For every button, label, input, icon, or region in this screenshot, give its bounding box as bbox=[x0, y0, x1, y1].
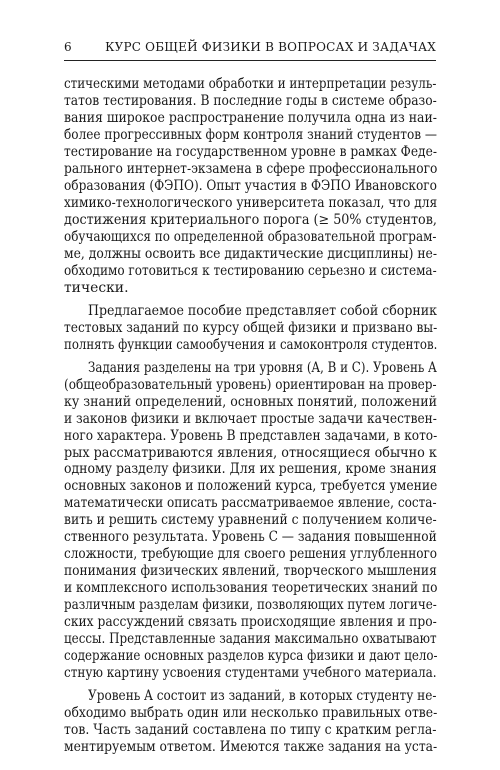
text-line: Предлагаемое пособие представляет собой сборник bbox=[88, 302, 437, 319]
text-line: цессы. Представленные задания максимально охватывают bbox=[64, 631, 437, 648]
header-rule bbox=[64, 60, 436, 61]
text-line: образования (ФЭПО). Опыт участия в ФЭПО Ивановского bbox=[64, 177, 437, 194]
text-line: татов тестирования. В последние годы в системе образо- bbox=[64, 93, 437, 109]
text-line: ку знаний определений, основных понятий, положений bbox=[64, 393, 437, 410]
text-line: полнять функции самообучения и самоконтроля студентов. bbox=[64, 336, 438, 353]
text-line: стическими методами обработки и интерпретации резуль- bbox=[64, 76, 437, 92]
text-line: понимания физических явлений, творческого мышления bbox=[64, 563, 437, 580]
text-line: Задания разделены на три уровня (A, B и C). Уровень A bbox=[88, 359, 437, 376]
text-line: и комплексного использования теоретических знаний по bbox=[64, 580, 438, 597]
text-line: ственного результата. Уровень C — задания повышенной bbox=[64, 529, 437, 546]
text-line: ментируемым ответом. Имеются также задания на уста- bbox=[64, 739, 438, 755]
text-line: одному разделу физики. Для их решения, кроме знания bbox=[64, 461, 437, 478]
running-title: КУРС ОБЩЕЙ ФИЗИКИ В ВОПРОСАХ И ЗАДАЧАХ bbox=[105, 40, 436, 54]
text-line: обучающихся по определенной образовательной програм- bbox=[64, 228, 437, 245]
text-line: математически описать рассматриваемое явление, соста- bbox=[64, 495, 437, 512]
text-line: вить и решить систему уравнений с получением количе- bbox=[64, 512, 437, 529]
text-line: вания широкое распространение получила одна из наи- bbox=[64, 109, 438, 126]
text-line: обходимо выбрать один или несколько правильных отве- bbox=[64, 705, 438, 722]
text-line: рального интернет-экзамена в сфере профессионального bbox=[64, 160, 438, 177]
text-line: ме, должны освоить все дидактические дисциплины) не- bbox=[64, 245, 438, 262]
text-line: тически. bbox=[64, 279, 129, 296]
text-line: (общеобразовательный уровень) ориентирован на провер- bbox=[64, 376, 437, 393]
text-line: ских рассуждений связать происходящие явления и про- bbox=[64, 614, 437, 631]
text-line: и законов физики и включает простые задачи качествен- bbox=[64, 410, 437, 427]
text-line: основных законов и положений курса, требуется умение bbox=[64, 478, 438, 495]
text-line: ного характера. Уровень B представлен задачами, в кото- bbox=[64, 427, 438, 444]
text-line: тестирование на государственном уровне в рамках Феде- bbox=[64, 143, 437, 160]
text-line: различным разделам физики, позволяющих путем логиче- bbox=[64, 597, 437, 614]
text-line: обходимо готовиться к тестированию серьезно и система- bbox=[64, 262, 437, 279]
text-line: тестовых заданий по курсу общей физики и призвано вы- bbox=[64, 319, 438, 336]
text-line: химико-технологического университета показал, что для bbox=[64, 194, 438, 211]
text-line: содержание основных разделов курса физики и дают цело- bbox=[64, 648, 438, 665]
text-line: стную картину усвоения студентами учебного материала. bbox=[64, 665, 437, 682]
text-line: рых рассматриваются явления, относящиеся обычно к bbox=[64, 444, 437, 461]
page-number: 6 bbox=[64, 40, 72, 54]
text-line: тов. Часть заданий составлена по типу с кратким регла- bbox=[64, 722, 437, 739]
text-line: достижения критериального порога (≥ 50% студентов, bbox=[64, 211, 437, 228]
text-line: более прогрессивных форм контроля знаний студентов — bbox=[64, 126, 438, 143]
text-line: Уровень A состоит из заданий, в которых студенту не- bbox=[88, 688, 437, 705]
text-line: сложности, требующие для своего решения углубленного bbox=[64, 546, 438, 563]
